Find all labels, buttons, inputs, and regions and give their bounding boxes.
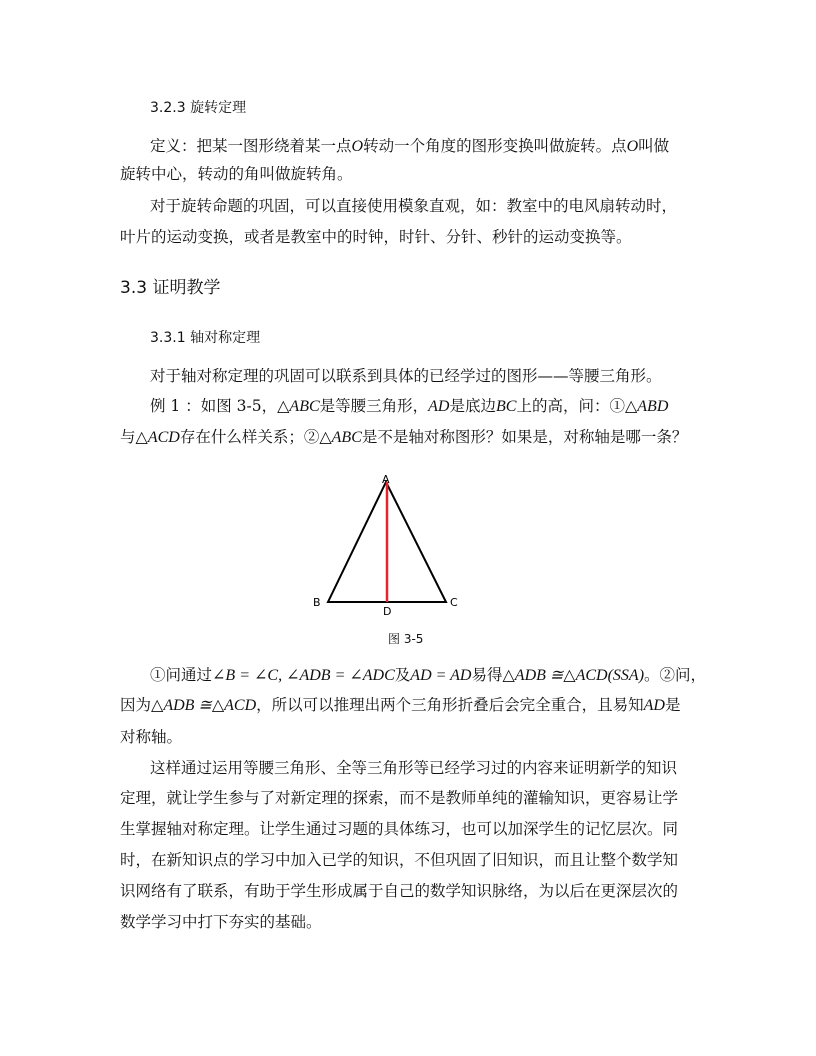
example-text: 是不是轴对称图形？如果是，对称轴是哪一条？ xyxy=(361,428,688,446)
example-text: 例 1 ：如图 3-5， xyxy=(150,397,278,415)
definition-text: 定义：把某一图形绕着某一点 xyxy=(150,137,352,155)
section-heading-3-2-3: 3.2.3 旋转定理 xyxy=(150,100,247,116)
solution-text: ①问通过 xyxy=(150,666,213,684)
closing-line-2: 定理，就让学生参与了对新定理的探索，而不是教师单纯的灌输知识，更容易让学 xyxy=(120,789,679,807)
math-common-side: AD = AD xyxy=(410,667,472,684)
math-triangle-abc: △ABC xyxy=(319,429,362,446)
example-text: 与 xyxy=(120,428,136,446)
math-triangle-abc: △ABC xyxy=(277,398,320,415)
vertex-label-c: C xyxy=(450,596,458,609)
example-line-1 xyxy=(150,396,698,417)
axial-symmetry-intro: 对于轴对称定理的巩固可以联系到具体的已经学过的图形——等腰三角形。 xyxy=(150,367,662,385)
solution-line-1 xyxy=(150,665,707,686)
solution-text: ，所以可以推理出两个三角形折叠后会完全重合，且易知 xyxy=(256,696,644,714)
rotation-paragraph-line-2: 叶片的运动变换，或者是教室中的时钟，时针、分针、秒针的运动变换等。 xyxy=(120,228,632,246)
solution-text: 易得 xyxy=(471,666,503,684)
solution-text: 是 xyxy=(664,696,681,714)
math-triangle-abd: △ABD xyxy=(624,398,669,415)
closing-line-6: 数学学习中打下夯实的基础。 xyxy=(120,913,322,931)
example-text: 是底边 xyxy=(449,397,496,415)
rotation-paragraph-line-1: 对于旋转命题的巩固，可以直接使用模象直观，如：教室中的电风扇转动时， xyxy=(150,197,678,215)
isosceles-triangle-figure xyxy=(300,465,470,620)
math-triangle-acd: △ACD xyxy=(135,429,180,446)
example-line-2 xyxy=(120,427,700,448)
math-point-o: O xyxy=(351,138,364,155)
vertex-label-a: A xyxy=(382,473,390,486)
math-congruence-ssa: △ADB ≅△ACD(SSA) xyxy=(502,667,645,684)
definition-text: 叫做 xyxy=(638,137,670,155)
math-segment-bc: BC xyxy=(496,398,517,415)
vertex-label-b: B xyxy=(313,596,321,609)
definition-line-1 xyxy=(150,136,698,157)
math-congruence: △ADB ≅△ACD xyxy=(151,697,257,714)
solution-line-2 xyxy=(120,695,700,716)
solution-text: 因为 xyxy=(120,696,152,714)
example-text: 是等腰三角形， xyxy=(319,397,429,415)
closing-line-1: 这样通过运用等腰三角形、全等三角形等已经学习过的内容来证明新学的知识 xyxy=(150,759,678,777)
section-heading-3-3: 3.3 证明教学 xyxy=(120,278,221,298)
solution-text: 。②问， xyxy=(644,666,707,684)
solution-line-3: 对称轴。 xyxy=(120,728,183,746)
solution-text: 及 xyxy=(394,666,411,684)
foot-label-d: D xyxy=(383,605,392,618)
math-point-o: O xyxy=(626,138,639,155)
definition-text: 转动一个角度的图形变换叫做旋转。点 xyxy=(363,137,627,155)
math-angle-condition: ∠B = ∠C, ∠ADB = ∠ADC xyxy=(212,667,395,684)
example-text: 上的高，问：① xyxy=(516,397,625,415)
closing-line-4: 时，在新知识点的学习中加入已学的知识，不但巩固了旧知识，而且让整个数学知 xyxy=(120,851,679,869)
section-heading-3-3-1: 3.3.1 轴对称定理 xyxy=(150,330,261,346)
math-segment-ad: AD xyxy=(428,398,450,415)
figure-caption: 图 3-5 xyxy=(388,632,424,646)
example-text: 存在什么样关系；② xyxy=(179,428,320,446)
definition-line-2: 旋转中心，转动的角叫做旋转角。 xyxy=(120,165,353,183)
math-segment-ad: AD xyxy=(643,697,665,714)
closing-line-3: 生掌握轴对称定理。让学生通过习题的具体练习，也可以加深学生的记忆层次。同 xyxy=(120,820,679,838)
closing-line-5: 识网络有了联系，有助于学生形成属于自己的数学知识脉络，为以后在更深层次的 xyxy=(120,882,679,900)
